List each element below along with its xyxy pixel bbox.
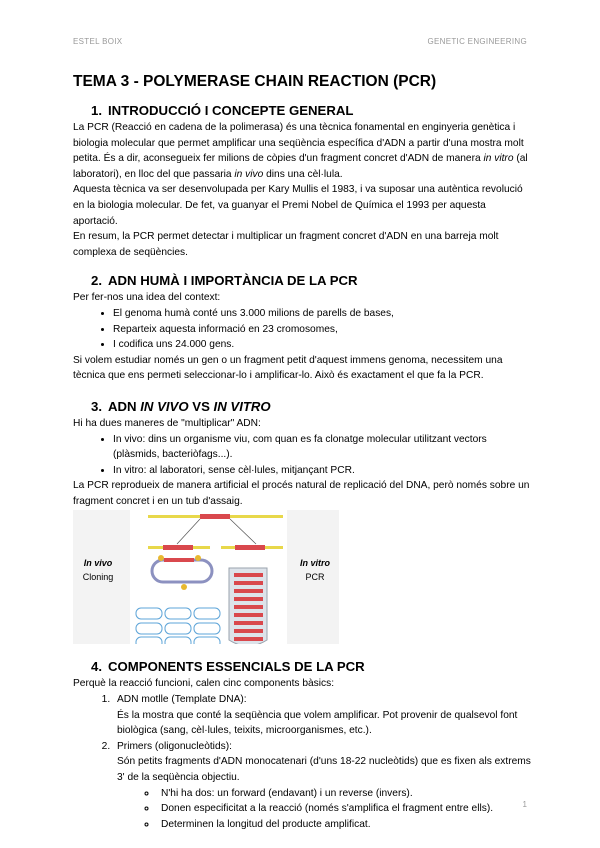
section-4-heading: 4. COMPONENTS ESSENCIALS DE LA PCR (91, 659, 365, 675)
in-vitro-label: In vitro (299, 558, 330, 569)
paragraph: En resum, la PCR permet detectar i multiplicar un fragment concret d'ADN en una barreja molt complexa de seqüències. (73, 231, 499, 258)
paragraph: Si volem estudiar només un gen o un fragment petit d'aquest immens genoma, necessitem una tècnica que ens permeti seleccionar-lo i amplificar-lo. Això és exactament el que fa la PCR. (73, 354, 503, 382)
paragraph: Per fer-nos una idea del context: (73, 292, 221, 304)
section-1-heading: 1. INTRODUCCIÓ I CONCEPTE GENERAL (91, 103, 354, 118)
list-item: 2. Primers (oligonucleòtids): Són petits fragments d'ADN monocatenari (d'uns 18-22 nucleòtids) que es fixen als extrems 3' de la seqüència objectiu. ◦ N'hi ha dos: un forward (endavant) i un reverse (invers). ◦ Donen especificitat a la reacció (només s'amplifica el fragment entre ells). ◦ Determinen la longitud del producte amplificat. (113, 739, 533, 833)
document-title: TEMA 3 - POLYMERASE CHAIN REACTION (PCR) (73, 73, 437, 90)
list-item: • Reparteix aquesta informació en 23 cromosomes, (113, 322, 533, 338)
paragraph: Hi ha dues maneres de "multiplicar" ADN: (73, 417, 261, 429)
numbered-list (73, 692, 533, 832)
list-item: ◦ Determinen la longitud del producte amplificat. (157, 817, 533, 833)
in-vivo-vs-in-vitro-figure (73, 510, 339, 644)
paragraph: La PCR reprodueix de manera artificial el procés natural de replicació del DNA, però només sobre un fragment concret i en un tub d'assaig. (73, 480, 530, 507)
list-item: ◦ Donen especificitat a la reacció (només s'amplifica el fragment entre ells). (157, 801, 533, 817)
paragraph: Perquè la reacció funcioni, calen cinc components bàsics: (73, 678, 335, 690)
in-vivo-label: In vivo (83, 558, 113, 569)
paragraph: La PCR (Reacció en cadena de la polimerasa) és una tècnica fonamental en enginyeria genètica i biologia molecular que permet amplificar una seqüència específica d'ADN a partir d'una mostra molt petita. És a dir, aconsegueix fer milions de còpies d'un fragment concret d'ADN de manera in vitro (al laboratori), en lloc del que passaria in vivo dins una cèl·lula. (73, 122, 528, 180)
list-item: ◦ N'hi ha dos: un forward (endavant) i un reverse (invers). (157, 786, 533, 802)
header-subject: GENETIC ENGINEERING (427, 37, 527, 46)
sub-list (117, 786, 533, 833)
list-item: • In vitro: al laboratori, sense cèl·lules, mitjançant PCR. (113, 463, 533, 479)
cloning-label: Cloning (82, 572, 114, 583)
pcr-label: PCR (305, 572, 325, 583)
list-item: • El genoma humà conté uns 3.000 milions de parells de bases, (113, 306, 533, 322)
bullet-list (73, 306, 533, 353)
list-item: • I codifica uns 24.000 gens. (113, 337, 533, 353)
bullet-list (73, 432, 533, 479)
section-3-heading: 3. ADN IN VIVO VS IN VITRO (91, 398, 271, 414)
page-number: 1 (522, 800, 527, 809)
section-2-heading: 2. ADN HUMÀ I IMPORTÀNCIA DE LA PCR (91, 273, 358, 289)
paragraph: Aquesta tècnica va ser desenvolupada per Kary Mullis el 1983, i va suposar una autèntica revolució en la biologia molecular. De fet, va guanyar el Premi Nobel de Química el 1993 per aquesta aportació. (73, 184, 523, 227)
list-item: • In vivo: dins un organisme viu, com quan es fa clonatge molecular utilitzant vectors (plàsmids, bacteriòfags...). (113, 432, 533, 463)
header-author: ESTEL BOIX (73, 37, 123, 46)
list-item: 1. ADN motlle (Template DNA): És la mostra que conté la seqüència que volem amplificar. Pot provenir de qualsevol font biològica (sang, cèl·lules, teixits, microorganismes, etc.). (113, 692, 533, 739)
